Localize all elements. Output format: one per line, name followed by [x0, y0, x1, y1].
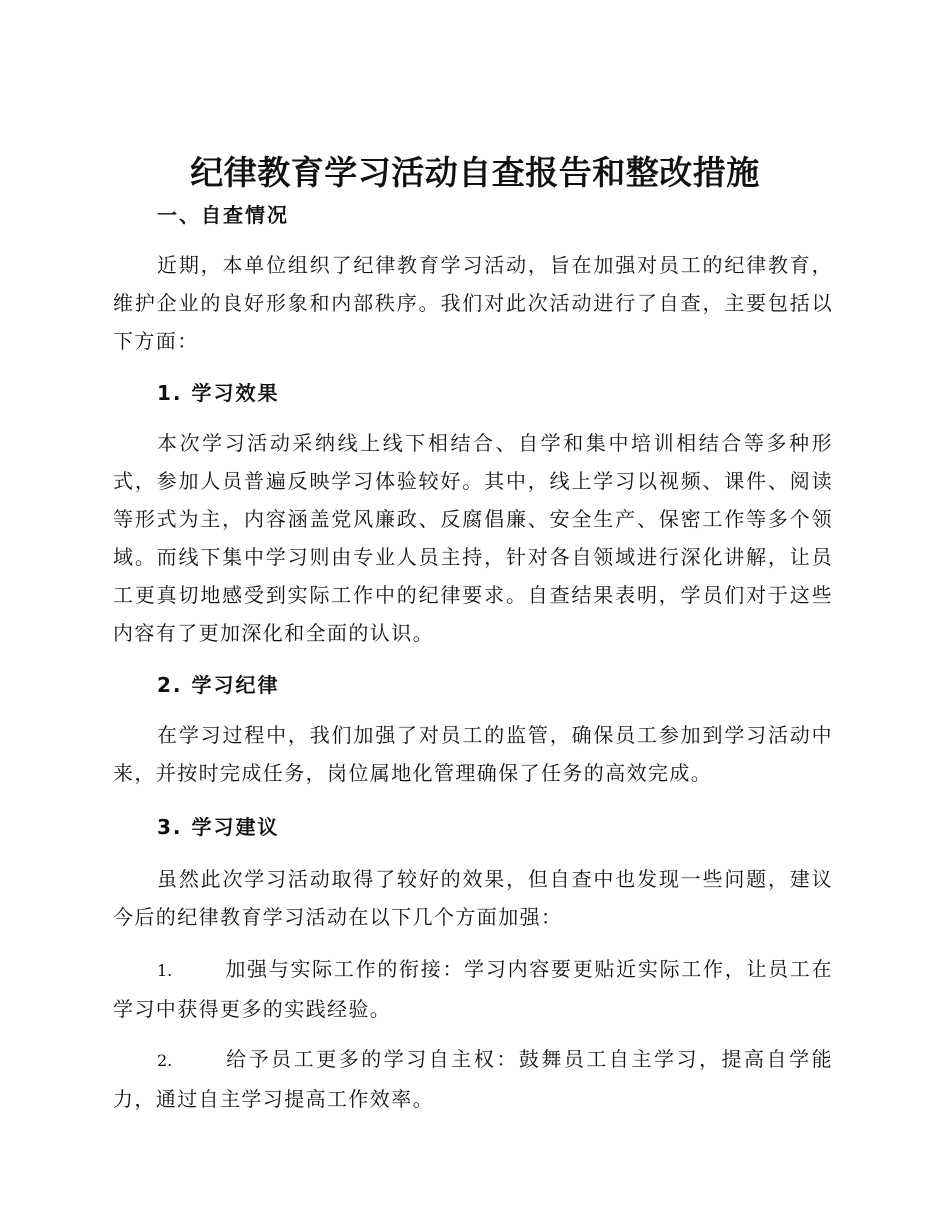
subheading-learning-discipline: 2. 学习纪律 [157, 673, 280, 697]
learning-suggestions-paragraph: 虽然此次学习活动取得了较好的效果，但自查中也发现一些问题，建议今后的纪律教育学习活动在以下几个方面加强： [113, 867, 833, 929]
subheading-learning-suggestions: 3. 学习建议 [157, 815, 280, 839]
document-title: 纪律教育学习活动自查报告和整改措施 [190, 153, 760, 192]
list-item-text: 给予员工更多的学习自主权：鼓舞员工自主学习，提高自学能力，通过自主学习提高工作效率。 [113, 1047, 833, 1111]
learning-discipline-paragraph: 在学习过程中，我们加强了对员工的监管，确保员工参加到学习活动中来，并按时完成任务，岗位属地化管理确保了任务的高效完成。 [113, 723, 833, 785]
intro-paragraph: 近期，本单位组织了纪律教育学习活动，旨在加强对员工的纪律教育，维护企业的良好形象和内部秩序。我们对此次活动进行了自查，主要包括以下方面： [113, 253, 833, 353]
section-heading-self-check: 一、自查情况 [157, 203, 289, 227]
list-item-number: 2. [157, 1051, 173, 1070]
learning-effect-paragraph: 本次学习活动采纳线上线下相结合、自学和集中培训相结合等多种形式，参加人员普遍反映学习体验较好。其中，线上学习以视频、课件、阅读等形式为主，内容涵盖党风廉政、反腐倡廉、安全生产、保密工作等多个领域。而线下集中学习则由专业人员主持，针对各自领域进行深化讲解，让员工更真切地感受到实际工作中的纪律要求。自查结果表明，学员们对于这些内容有了更加深化和全面的认识。 [113, 431, 833, 645]
suggestion-list-item [113, 1040, 833, 1118]
subheading-learning-effect: 1. 学习效果 [157, 381, 280, 405]
list-item-text: 加强与实际工作的衔接：学习内容要更贴近实际工作，让员工在学习中获得更多的实践经验。 [113, 957, 833, 1021]
suggestion-list-item [113, 950, 833, 1028]
list-item-number: 1. [157, 961, 173, 980]
